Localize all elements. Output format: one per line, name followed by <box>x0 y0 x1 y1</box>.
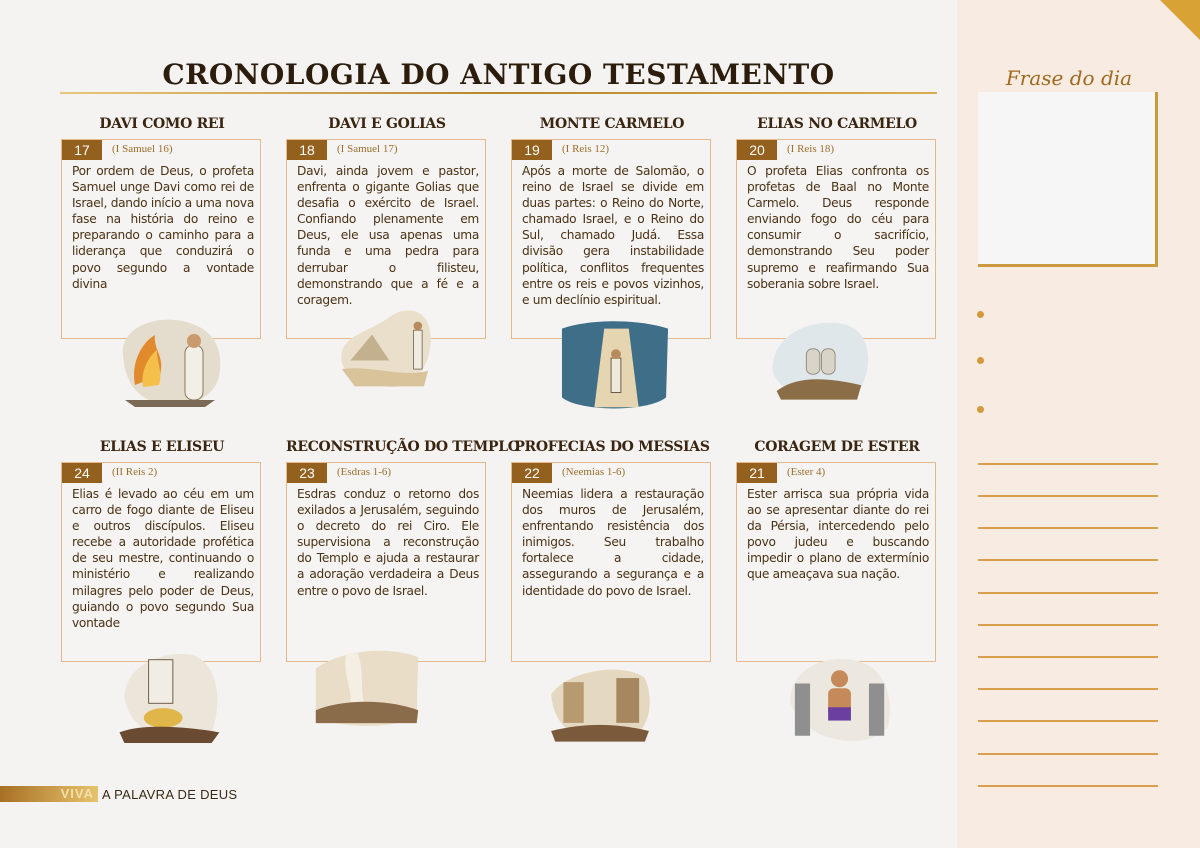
prophet-fire-illustration <box>115 315 225 410</box>
card-text: Esdras conduz o retorno dos exilados a Jerusalém, seguindo o decreto do rei Ciro. Ele supervisiona a reconstrução do Templo e ajuda a restaurar a adoração verdadeira a Deus entre o povo de Israel. <box>297 487 479 598</box>
card-title: DAVI E GOLIAS <box>328 116 446 132</box>
card-number: 19 <box>512 140 552 160</box>
timeline-card <box>511 462 711 662</box>
card-title: ELIAS NO CARMELO <box>757 116 917 132</box>
corner-decoration <box>1160 0 1200 40</box>
note-line <box>978 495 1158 497</box>
timeline-card <box>61 462 261 662</box>
card-reference: (Esdras 1-6) <box>337 466 392 478</box>
card-title: PROFECIAS DO MESSIAS <box>514 439 710 455</box>
note-line <box>978 592 1158 594</box>
note-line <box>978 624 1158 626</box>
bullet-point <box>977 357 984 364</box>
card-reference: (II Reis 2) <box>112 466 158 478</box>
card-text: Ester arrisca sua própria vida ao se apresentar diante do rei da Pérsia, intercedendo pelo povo judeu e buscando impedir o plano de extermínio que ameaçava sua nação. <box>747 487 929 582</box>
bullet-point <box>977 311 984 318</box>
card-text: Davi, ainda jovem e pastor, enfrenta o gigante Golias que desafia o exército de Israel. Confiando plenamente em Deus, ele usa apenas uma funda e uma pedra para derrubar o filisteu, demonstrando que a fé e a coragem. <box>297 164 479 307</box>
card-number: 18 <box>287 140 327 160</box>
timeline-card <box>61 139 261 339</box>
card-reference: (I Reis 12) <box>562 143 610 155</box>
card-reference: (Ester 4) <box>787 466 826 478</box>
exiles-return-illustration <box>312 640 422 735</box>
note-line <box>978 720 1158 722</box>
walls-restoration-illustration <box>543 655 653 750</box>
david-goliath-illustration <box>330 300 440 395</box>
card-reference: (Neemias 1-6) <box>562 466 626 478</box>
page-title: CRONOLOGIA DO ANTIGO TESTAMENTO <box>162 58 835 91</box>
timeline-card <box>736 462 936 662</box>
card-number: 20 <box>737 140 777 160</box>
timeline-card <box>736 139 936 339</box>
card-number: 23 <box>287 463 327 483</box>
card-number: 24 <box>62 463 102 483</box>
phrase-of-day-label: Frase do dia <box>1005 66 1133 90</box>
card-title: RECONSTRUÇÃO DO TEMPLO <box>286 439 520 455</box>
timeline-card <box>286 462 486 662</box>
note-line <box>978 527 1158 529</box>
note-line <box>978 463 1158 465</box>
note-line <box>978 785 1158 787</box>
footer-text: A PALAVRA DE DEUS <box>102 787 238 802</box>
card-text: O profeta Elias confronta os profetas de Baal no Monte Carmelo. Deus responde enviando fogo do céu para consumir o sacrifício, demonstrando Seu poder supremo e reafirmando Sua soberania sobre Israel. <box>747 164 929 291</box>
note-line <box>978 656 1158 658</box>
sea-parting-illustration <box>560 318 670 413</box>
card-title: ELIAS E ELISEU <box>99 439 225 455</box>
card-number: 22 <box>512 463 552 483</box>
card-reference: (I Samuel 16) <box>112 143 173 155</box>
card-title: CORAGEM DE ESTER <box>754 439 920 455</box>
phrase-of-day-box <box>978 92 1158 267</box>
card-text: Após a morte de Salomão, o reino de Israel se divide em duas partes: o Reino do Norte, chamado Israel, e o Reino do Sul, chamado Judá. Essa divisão gera instabilidade política, conflitos frequentes entre os reis e povos vizinhos, e um declínio espiritual. <box>522 164 704 307</box>
note-line <box>978 753 1158 755</box>
card-title: MONTE CARMELO <box>539 116 685 132</box>
card-text: Elias é levado ao céu em um carro de fogo diante de Eliseu e outros discípulos. Eliseu recebe a autoridade profética de seu mestre, continuando o ministério e realizando milagres pelo poder de Deus, guiando o povo segundo Sua vontade <box>72 487 254 630</box>
card-number: 21 <box>737 463 777 483</box>
card-title: DAVI COMO REI <box>99 116 225 132</box>
tablets-illustration <box>764 314 874 409</box>
card-reference: (I Samuel 17) <box>337 143 398 155</box>
card-number: 17 <box>62 140 102 160</box>
bullet-point <box>977 406 984 413</box>
card-reference: (I Reis 18) <box>787 143 835 155</box>
title-rule <box>60 92 937 94</box>
note-line <box>978 688 1158 690</box>
card-text: Por ordem de Deus, o profeta Samuel unge Davi como rei de Israel, dando início a uma nova fase na história do reino e preparando o caminho para a liderança que conduzirá o povo segundo a vontade divina <box>72 164 254 291</box>
note-line <box>978 559 1158 561</box>
elijah-elisha-illustration <box>113 650 223 745</box>
brand-logo: VIVA <box>0 786 98 802</box>
timeline-card <box>511 139 711 339</box>
card-text: Neemias lidera a restauração dos muros de Jerusalém, enfrentando resistência dos inimigos. Seu trabalho fortalece a cidade, assegurando a segurança e a identidade do povo de Israel. <box>522 487 704 598</box>
strongman-illustration <box>785 655 895 750</box>
